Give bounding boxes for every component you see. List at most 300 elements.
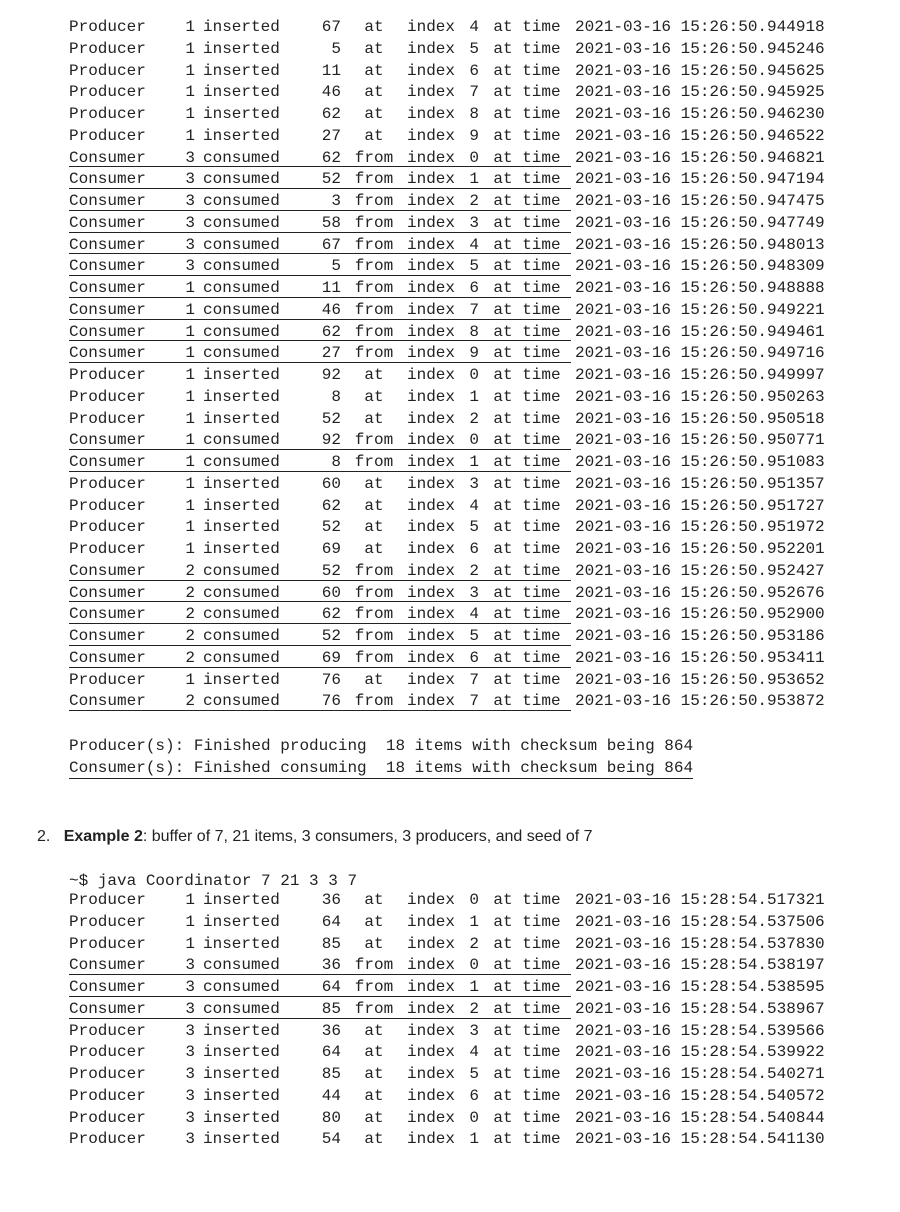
log-preposition: from bbox=[354, 279, 394, 297]
log-action: inserted bbox=[203, 912, 280, 931]
log-at-time: at time bbox=[493, 474, 561, 493]
log-thread-id: 3 bbox=[185, 148, 195, 167]
log-line bbox=[69, 955, 855, 977]
log-preposition: at bbox=[364, 366, 384, 384]
log-preposition: at bbox=[364, 934, 384, 953]
example-2-heading bbox=[37, 826, 593, 848]
log-action: inserted bbox=[203, 518, 280, 537]
log-at-time: at time bbox=[493, 605, 561, 624]
log-action: consumed bbox=[203, 300, 280, 319]
log-line bbox=[69, 213, 855, 235]
log-index-label: index bbox=[406, 61, 455, 80]
log-line bbox=[69, 934, 855, 956]
log-thread-id: 1 bbox=[185, 279, 195, 297]
log-at-time: at time bbox=[493, 105, 561, 123]
log-at-time: at time bbox=[493, 561, 561, 580]
log-value: 64 bbox=[321, 1043, 341, 1062]
log-index-label: index bbox=[406, 126, 455, 145]
log-preposition: from bbox=[354, 648, 394, 667]
log-role: Consumer bbox=[69, 648, 146, 667]
log-action: inserted bbox=[203, 1043, 280, 1062]
log-index: 5 bbox=[469, 1065, 479, 1083]
log-timestamp: 2021-03-16 15:26:50.951727 bbox=[575, 496, 825, 515]
log-preposition: at bbox=[364, 496, 384, 515]
log-line bbox=[69, 278, 855, 300]
log-preposition: from bbox=[354, 605, 394, 624]
log-role: Consumer bbox=[69, 561, 146, 580]
log-action: consumed bbox=[203, 431, 280, 450]
log-at-time: at time bbox=[493, 279, 561, 297]
log-index-label: index bbox=[406, 1021, 455, 1040]
log-at-time: at time bbox=[493, 126, 561, 145]
log-index-label: index bbox=[406, 999, 455, 1018]
log-preposition: from bbox=[354, 561, 394, 580]
log-action: consumed bbox=[203, 257, 280, 276]
log-thread-id: 1 bbox=[185, 453, 195, 471]
log-thread-id: 1 bbox=[185, 105, 195, 123]
log-role: Producer bbox=[69, 1108, 146, 1127]
log-index-label: index bbox=[406, 692, 455, 711]
log-line bbox=[69, 387, 855, 409]
log-thread-id: 3 bbox=[185, 1108, 195, 1127]
log-role: Producer bbox=[69, 1043, 146, 1062]
log-thread-id: 1 bbox=[185, 409, 195, 428]
log-value: 85 bbox=[321, 934, 341, 953]
log-role: Producer bbox=[69, 83, 146, 102]
consumer-underline bbox=[69, 601, 571, 602]
log-timestamp: 2021-03-16 15:26:50.952676 bbox=[575, 583, 825, 602]
log-role: Consumer bbox=[69, 344, 146, 363]
log-value: 67 bbox=[321, 18, 341, 36]
log-role: Producer bbox=[69, 1065, 146, 1083]
log-index-label: index bbox=[406, 1130, 455, 1149]
log-index-label: index bbox=[406, 627, 455, 645]
log-line bbox=[69, 648, 855, 670]
log-action: inserted bbox=[203, 366, 280, 384]
log-index: 0 bbox=[469, 148, 479, 167]
log-index-label: index bbox=[406, 387, 455, 406]
log-index: 5 bbox=[469, 518, 479, 537]
log-preposition: from bbox=[354, 322, 394, 341]
log-value: 60 bbox=[321, 474, 341, 493]
consumer-underline bbox=[69, 188, 571, 189]
log-value: 62 bbox=[321, 496, 341, 515]
log-output-example-2 bbox=[69, 890, 855, 1151]
consumer-underline bbox=[69, 253, 571, 254]
log-thread-id: 1 bbox=[185, 387, 195, 406]
log-value: 76 bbox=[321, 692, 341, 711]
log-at-time: at time bbox=[493, 409, 561, 428]
log-thread-id: 3 bbox=[185, 235, 195, 254]
log-index: 1 bbox=[469, 453, 479, 471]
log-preposition: from bbox=[354, 257, 394, 276]
consumer-underline bbox=[69, 580, 571, 581]
log-role: Producer bbox=[69, 891, 146, 909]
log-preposition: at bbox=[364, 387, 384, 406]
log-timestamp: 2021-03-16 15:26:50.953411 bbox=[575, 648, 825, 667]
log-line bbox=[69, 452, 855, 474]
log-value: 92 bbox=[321, 431, 341, 450]
log-index: 3 bbox=[469, 583, 479, 602]
log-timestamp: 2021-03-16 15:26:50.953652 bbox=[575, 670, 825, 689]
log-value: 85 bbox=[321, 999, 341, 1018]
log-timestamp: 2021-03-16 15:26:50.946522 bbox=[575, 126, 825, 145]
log-timestamp: 2021-03-16 15:28:54.537830 bbox=[575, 934, 825, 953]
log-at-time: at time bbox=[493, 1021, 561, 1040]
log-at-time: at time bbox=[493, 257, 561, 276]
log-at-time: at time bbox=[493, 61, 561, 80]
log-thread-id: 3 bbox=[185, 1065, 195, 1083]
log-preposition: at bbox=[364, 18, 384, 36]
log-action: consumed bbox=[203, 148, 280, 167]
log-at-time: at time bbox=[493, 148, 561, 167]
log-value: 58 bbox=[321, 213, 341, 232]
log-thread-id: 1 bbox=[185, 540, 195, 558]
log-index-label: index bbox=[406, 18, 455, 36]
log-line bbox=[69, 561, 855, 583]
log-timestamp: 2021-03-16 15:26:50.950771 bbox=[575, 431, 825, 450]
log-action: consumed bbox=[203, 583, 280, 602]
log-line bbox=[69, 604, 855, 626]
log-thread-id: 2 bbox=[185, 561, 195, 580]
log-action: consumed bbox=[203, 279, 280, 297]
log-thread-id: 3 bbox=[185, 257, 195, 276]
log-line bbox=[69, 1086, 855, 1108]
log-line bbox=[69, 517, 855, 539]
log-at-time: at time bbox=[493, 1086, 561, 1105]
log-action: consumed bbox=[203, 978, 280, 996]
log-output-example-1 bbox=[69, 17, 855, 713]
log-index: 0 bbox=[469, 366, 479, 384]
log-index-label: index bbox=[406, 279, 455, 297]
log-preposition: from bbox=[354, 300, 394, 319]
log-at-time: at time bbox=[493, 322, 561, 341]
log-line bbox=[69, 496, 855, 518]
log-index: 4 bbox=[469, 605, 479, 624]
log-role: Producer bbox=[69, 409, 146, 428]
log-index-label: index bbox=[406, 956, 455, 975]
log-thread-id: 1 bbox=[185, 891, 195, 909]
log-timestamp: 2021-03-16 15:26:50.948309 bbox=[575, 257, 825, 276]
log-thread-id: 1 bbox=[185, 912, 195, 931]
log-index: 5 bbox=[469, 39, 479, 58]
log-thread-id: 3 bbox=[185, 1043, 195, 1062]
log-at-time: at time bbox=[493, 670, 561, 689]
log-role: Consumer bbox=[69, 279, 146, 297]
log-at-time: at time bbox=[493, 518, 561, 537]
consumer-underline bbox=[69, 166, 571, 167]
log-line bbox=[69, 148, 855, 170]
log-preposition: at bbox=[364, 409, 384, 428]
log-index: 6 bbox=[469, 279, 479, 297]
log-timestamp: 2021-03-16 15:26:50.951972 bbox=[575, 518, 825, 537]
log-preposition: at bbox=[364, 1086, 384, 1105]
log-thread-id: 2 bbox=[185, 627, 195, 645]
log-value: 64 bbox=[321, 912, 341, 931]
log-thread-id: 3 bbox=[185, 170, 195, 189]
log-timestamp: 2021-03-16 15:26:50.953872 bbox=[575, 692, 825, 711]
log-preposition: at bbox=[364, 518, 384, 537]
log-action: inserted bbox=[203, 39, 280, 58]
log-thread-id: 3 bbox=[185, 192, 195, 210]
log-action: inserted bbox=[203, 496, 280, 515]
log-index: 6 bbox=[469, 61, 479, 80]
log-thread-id: 1 bbox=[185, 934, 195, 953]
log-timestamp: 2021-03-16 15:28:54.540572 bbox=[575, 1086, 825, 1105]
log-preposition: at bbox=[364, 1108, 384, 1127]
log-at-time: at time bbox=[493, 978, 561, 996]
log-timestamp: 2021-03-16 15:26:50.945625 bbox=[575, 61, 825, 80]
log-index: 1 bbox=[469, 387, 479, 406]
log-line bbox=[69, 670, 855, 692]
log-index: 6 bbox=[469, 1086, 479, 1105]
consumer-summary-text: Consumer(s): Finished consuming 18 items with checksum being 864 bbox=[69, 759, 694, 777]
log-action: consumed bbox=[203, 627, 280, 645]
log-preposition: from bbox=[354, 431, 394, 450]
log-value: 62 bbox=[321, 148, 341, 167]
log-timestamp: 2021-03-16 15:26:50.951083 bbox=[575, 453, 825, 471]
log-action: consumed bbox=[203, 956, 280, 975]
log-index-label: index bbox=[406, 366, 455, 384]
log-role: Producer bbox=[69, 518, 146, 537]
log-role: Consumer bbox=[69, 999, 146, 1018]
log-role: Consumer bbox=[69, 192, 146, 210]
log-value: 36 bbox=[321, 956, 341, 975]
log-timestamp: 2021-03-16 15:26:50.949716 bbox=[575, 344, 825, 363]
log-line bbox=[69, 61, 855, 83]
log-value: 69 bbox=[321, 540, 341, 558]
log-at-time: at time bbox=[493, 235, 561, 254]
log-line bbox=[69, 82, 855, 104]
log-at-time: at time bbox=[493, 891, 561, 909]
log-at-time: at time bbox=[493, 1043, 561, 1062]
log-line bbox=[69, 365, 855, 387]
consumer-underline bbox=[69, 340, 571, 341]
log-action: consumed bbox=[203, 999, 280, 1018]
log-value: 52 bbox=[321, 561, 341, 580]
log-preposition: from bbox=[354, 235, 394, 254]
log-preposition: at bbox=[364, 1043, 384, 1062]
log-line bbox=[69, 912, 855, 934]
log-value: 67 bbox=[321, 235, 341, 254]
log-action: inserted bbox=[203, 126, 280, 145]
log-value: 8 bbox=[331, 453, 341, 471]
log-at-time: at time bbox=[493, 999, 561, 1018]
log-value: 27 bbox=[321, 344, 341, 363]
log-preposition: at bbox=[364, 61, 384, 80]
consumer-underline bbox=[69, 275, 571, 276]
log-role: Producer bbox=[69, 61, 146, 80]
log-timestamp: 2021-03-16 15:26:50.953186 bbox=[575, 627, 825, 645]
log-role: Consumer bbox=[69, 956, 146, 975]
log-value: 62 bbox=[321, 105, 341, 123]
log-value: 92 bbox=[321, 366, 341, 384]
consumer-underline bbox=[69, 449, 571, 450]
log-value: 46 bbox=[321, 83, 341, 102]
log-value: 52 bbox=[321, 518, 341, 537]
log-thread-id: 3 bbox=[185, 1021, 195, 1040]
log-at-time: at time bbox=[493, 496, 561, 515]
log-at-time: at time bbox=[493, 170, 561, 189]
log-index: 4 bbox=[469, 1043, 479, 1062]
example-2-description: : buffer of 7, 21 items, 3 consumers, 3 producers, and seed of 7 bbox=[142, 828, 593, 845]
log-role: Producer bbox=[69, 474, 146, 493]
log-preposition: at bbox=[364, 540, 384, 558]
log-role: Consumer bbox=[69, 213, 146, 232]
log-action: inserted bbox=[203, 61, 280, 80]
log-role: Consumer bbox=[69, 627, 146, 645]
log-at-time: at time bbox=[493, 1108, 561, 1127]
log-preposition: from bbox=[354, 583, 394, 602]
log-role: Producer bbox=[69, 1086, 146, 1105]
log-role: Consumer bbox=[69, 170, 146, 189]
log-timestamp: 2021-03-16 15:28:54.540844 bbox=[575, 1108, 825, 1127]
log-role: Consumer bbox=[69, 453, 146, 471]
log-at-time: at time bbox=[493, 934, 561, 953]
log-at-time: at time bbox=[493, 583, 561, 602]
log-action: consumed bbox=[203, 235, 280, 254]
log-value: 60 bbox=[321, 583, 341, 602]
log-index-label: index bbox=[406, 670, 455, 689]
log-index: 6 bbox=[469, 648, 479, 667]
consumer-underline bbox=[69, 974, 571, 975]
log-timestamp: 2021-03-16 15:26:50.950518 bbox=[575, 409, 825, 428]
log-at-time: at time bbox=[493, 39, 561, 58]
log-index-label: index bbox=[406, 39, 455, 58]
log-role: Consumer bbox=[69, 148, 146, 167]
log-role: Producer bbox=[69, 912, 146, 931]
log-preposition: at bbox=[364, 1065, 384, 1083]
log-action: consumed bbox=[203, 322, 280, 341]
log-index-label: index bbox=[406, 474, 455, 493]
consumer-underline bbox=[69, 996, 571, 997]
log-timestamp: 2021-03-16 15:26:50.946230 bbox=[575, 105, 825, 123]
log-index-label: index bbox=[406, 322, 455, 341]
log-index: 6 bbox=[469, 540, 479, 558]
log-value: 80 bbox=[321, 1108, 341, 1127]
summary-block bbox=[69, 735, 693, 779]
log-index-label: index bbox=[406, 561, 455, 580]
log-index: 3 bbox=[469, 213, 479, 232]
log-action: inserted bbox=[203, 891, 280, 909]
log-index: 9 bbox=[469, 344, 479, 363]
log-line bbox=[69, 300, 855, 322]
log-index-label: index bbox=[406, 148, 455, 167]
log-index: 7 bbox=[469, 692, 479, 711]
log-timestamp: 2021-03-16 15:26:50.952900 bbox=[575, 605, 825, 624]
log-action: inserted bbox=[203, 105, 280, 123]
log-line bbox=[69, 126, 855, 148]
log-role: Producer bbox=[69, 1021, 146, 1040]
log-role: Producer bbox=[69, 105, 146, 123]
consumer-underline bbox=[69, 471, 571, 472]
log-action: inserted bbox=[203, 1065, 280, 1083]
log-at-time: at time bbox=[493, 540, 561, 558]
consumer-underline bbox=[69, 667, 571, 668]
log-index-label: index bbox=[406, 912, 455, 931]
log-thread-id: 2 bbox=[185, 692, 195, 711]
log-action: consumed bbox=[203, 213, 280, 232]
log-at-time: at time bbox=[493, 344, 561, 363]
log-preposition: at bbox=[364, 1130, 384, 1149]
log-action: consumed bbox=[203, 344, 280, 363]
log-thread-id: 3 bbox=[185, 999, 195, 1018]
log-value: 44 bbox=[321, 1086, 341, 1105]
log-timestamp: 2021-03-16 15:28:54.541130 bbox=[575, 1130, 825, 1149]
log-index-label: index bbox=[406, 496, 455, 515]
log-index: 8 bbox=[469, 105, 479, 123]
log-value: 5 bbox=[331, 257, 341, 276]
log-preposition: at bbox=[364, 39, 384, 58]
log-line bbox=[69, 1129, 855, 1151]
consumer-underline bbox=[69, 319, 571, 320]
log-thread-id: 2 bbox=[185, 583, 195, 602]
log-timestamp: 2021-03-16 15:28:54.517321 bbox=[575, 891, 825, 909]
log-line bbox=[69, 322, 855, 344]
log-thread-id: 3 bbox=[185, 978, 195, 996]
log-value: 8 bbox=[331, 387, 341, 406]
log-at-time: at time bbox=[493, 387, 561, 406]
log-role: Producer bbox=[69, 18, 146, 36]
log-action: inserted bbox=[203, 18, 280, 36]
log-action: inserted bbox=[203, 387, 280, 406]
consumer-underline bbox=[69, 623, 571, 624]
log-preposition: from bbox=[354, 956, 394, 975]
log-timestamp: 2021-03-16 15:28:54.539922 bbox=[575, 1043, 825, 1062]
log-timestamp: 2021-03-16 15:26:50.949997 bbox=[575, 366, 825, 384]
log-at-time: at time bbox=[493, 431, 561, 450]
log-preposition: from bbox=[354, 453, 394, 471]
log-timestamp: 2021-03-16 15:26:50.951357 bbox=[575, 474, 825, 493]
log-index: 3 bbox=[469, 474, 479, 493]
log-index-label: index bbox=[406, 431, 455, 450]
log-thread-id: 1 bbox=[185, 61, 195, 80]
log-value: 36 bbox=[321, 1021, 341, 1040]
consumer-summary bbox=[69, 757, 693, 779]
log-line bbox=[69, 430, 855, 452]
log-action: consumed bbox=[203, 561, 280, 580]
log-index: 2 bbox=[469, 192, 479, 210]
log-index-label: index bbox=[406, 213, 455, 232]
log-index: 4 bbox=[469, 235, 479, 254]
log-index: 2 bbox=[469, 409, 479, 428]
log-preposition: from bbox=[354, 692, 394, 711]
log-index: 5 bbox=[469, 627, 479, 645]
log-thread-id: 1 bbox=[185, 83, 195, 102]
log-role: Producer bbox=[69, 39, 146, 58]
log-index: 2 bbox=[469, 934, 479, 953]
log-index-label: index bbox=[406, 344, 455, 363]
log-line bbox=[69, 1042, 855, 1064]
log-value: 11 bbox=[321, 279, 341, 297]
log-timestamp: 2021-03-16 15:26:50.947475 bbox=[575, 192, 825, 210]
log-preposition: at bbox=[364, 670, 384, 689]
log-preposition: at bbox=[364, 912, 384, 931]
log-index: 0 bbox=[469, 891, 479, 909]
log-line bbox=[69, 409, 855, 431]
log-action: inserted bbox=[203, 1108, 280, 1127]
consumer-underline bbox=[69, 710, 571, 711]
log-role: Consumer bbox=[69, 322, 146, 341]
log-timestamp: 2021-03-16 15:26:50.949461 bbox=[575, 322, 825, 341]
log-index: 1 bbox=[469, 1130, 479, 1149]
log-action: inserted bbox=[203, 474, 280, 493]
log-index: 8 bbox=[469, 322, 479, 341]
log-preposition: at bbox=[364, 891, 384, 909]
log-preposition: from bbox=[354, 192, 394, 210]
log-index-label: index bbox=[406, 235, 455, 254]
log-line bbox=[69, 691, 855, 713]
